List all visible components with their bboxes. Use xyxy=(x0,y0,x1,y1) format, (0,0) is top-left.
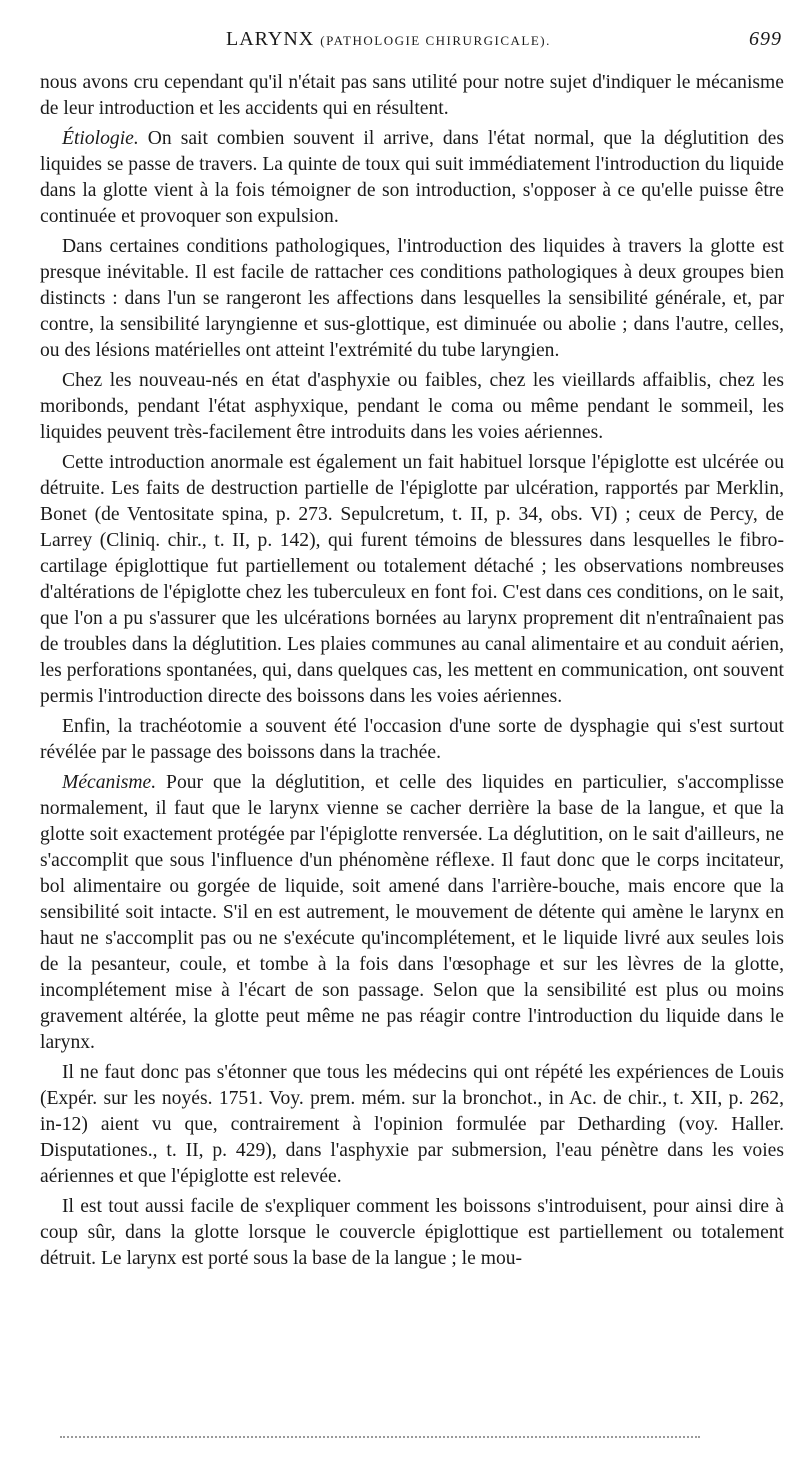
paragraph-mecanisme xyxy=(40,770,784,1056)
paragraph xyxy=(40,1060,784,1190)
paragraph-text: Chez les nouveau-nés en état d'asphyxie ou faibles, chez les vieillards affaiblis, chez les moribonds, pendant l'état asphyxique, pendant le coma ou même pendant le sommeil, les liquides peuvent très-facilement être introduits dans les voies aériennes. xyxy=(40,370,784,443)
paragraph-text: Il ne faut donc pas s'étonner que tous les médecins qui ont répété les expériences de Louis (Expér. sur les noyés. 1751. Voy. prem. mém. sur la bronchot., in Ac. de chir., t. XII, p. 262, in-12) aient vu que, contrairement à l'opinion formulée par Detharding (voy. Haller. Disputationes., t. II, p. 429), dans l'asphyxie par submersion, l'eau pénètre dans les voies aériennes et que l'épiglotte est relevée. xyxy=(40,1062,784,1187)
paragraph-text: Cette introduction anormale est également un fait habituel lorsque l'épiglotte est ulcérée ou détruite. Les faits de destruction partielle de l'épiglotte par ulcération, rapportés par Merklin, Bonet (de Ventositate spina, p. 273. Sepulcretum, t. II, p. 34, obs. VI) ; ceux de Percy, de Larrey (Cliniq. chir., t. II, p. 142), qui furent témoins de blessures dans lesquelles le fibro-cartilage épiglottique fut partiellement ou totalement détaché ; les observations nombreuses d'altérations de l'épiglotte chez les tuberculeux en font foi. C'est dans ces conditions, on le sait, que l'on a pu s'assurer que les ulcérations bornées au larynx proprement dit n'entraînaient pas de troubles dans la déglutition. Les plaies communes au canal alimentaire et au conduit aérien, les perforations spontanées, qui, dans quelques cas, les mettent en communication, ont souvent permis l'introduction directe des boissons dans les voies aériennes. xyxy=(40,452,784,707)
paragraph xyxy=(40,714,784,766)
paragraph xyxy=(40,70,784,122)
page xyxy=(40,22,784,1276)
header-title-main: LARYNX xyxy=(226,28,315,50)
paragraph-text: Enfin, la trachéotomie a souvent été l'occasion d'une sorte de dysphagie qui s'est surtout révélée par le passage des boissons dans la trachée. xyxy=(40,716,784,763)
body-text xyxy=(40,70,784,1272)
paragraph-etiologie xyxy=(40,126,784,230)
paragraph-text: On sait combien souvent il arrive, dans l'état normal, que la déglutition des liquides se passe de travers. La quinte de toux qui suit immédiatement l'introduction du liquide dans la glotte vient à la fois témoigner de son introduction, s'opposer à ce qu'elle puisse être continuée et provoquer son expulsion. xyxy=(40,128,784,227)
paragraph-text: nous avons cru cependant qu'il n'était pas sans utilité pour notre sujet d'indiquer le mécanisme de leur introduction et les accidents qui en résultent. xyxy=(40,72,784,119)
paragraph xyxy=(40,368,784,446)
paragraph-text: Il est tout aussi facile de s'expliquer comment les boissons s'introduisent, pour ainsi dire à coup sûr, dans la glotte lorsque le couvercle épiglottique est partiellement ou totalement détruit. Le larynx est porté sous la base de la langue ; le mou- xyxy=(40,1196,784,1269)
running-title xyxy=(226,28,551,51)
paragraph-text: Pour que la déglutition, et celle des liquides en particulier, s'accomplisse normalement, il faut que le larynx vienne se cacher derrière la base de la langue, et que la glotte soit exactement protégée par l'épiglotte renversée. La déglutition, on le sait d'ailleurs, ne s'accomplit que sous l'influence d'un phénomène réflexe. Il faut donc que le corps incitateur, bol alimentaire ou gorgée de liquide, soit amené dans l'arrière-bouche, mais encore que la sensibilité soit intacte. S'il en est autrement, le mouvement de détente qui amène le larynx en haut ne s'accomplit pas ou ne s'exécute qu'incomplétement, et le liquide livré aux seules lois de la pesanteur, coule, et tombe à la fois dans l'œsophage et sur les lèvres de la glotte, incomplétement mise à l'écart de son passage. Selon que la sensibilité est plus ou moins gravement altérée, la glotte peut même ne pas réagir contre l'introduction du liquide dans le larynx. xyxy=(40,772,784,1053)
paragraph xyxy=(40,450,784,710)
paragraph-text: Dans certaines conditions pathologiques, l'introduction des liquides à travers la glotte est presque inévitable. Il est facile de rattacher ces conditions pathologiques à deux groupes bien distincts : dans l'un se rangeront les affections dans lesquelles la sensibilité générale, et, par contre, la sensibilité laryngienne et sus-glottique, est diminuée ou abolie ; dans l'autre, celles, ou des lésions matérielles ont atteint l'extrémité du tube laryngien. xyxy=(40,236,784,361)
footer-dotted-rule xyxy=(60,1436,700,1438)
running-header xyxy=(40,22,784,52)
paragraph xyxy=(40,1194,784,1272)
header-title-sub: (PATHOLOGIE CHIRURGICALE). xyxy=(320,33,551,48)
section-label: Étiologie. xyxy=(62,128,139,149)
section-label: Mécanisme. xyxy=(62,772,157,793)
paragraph xyxy=(40,234,784,364)
page-number: 699 xyxy=(749,28,782,50)
